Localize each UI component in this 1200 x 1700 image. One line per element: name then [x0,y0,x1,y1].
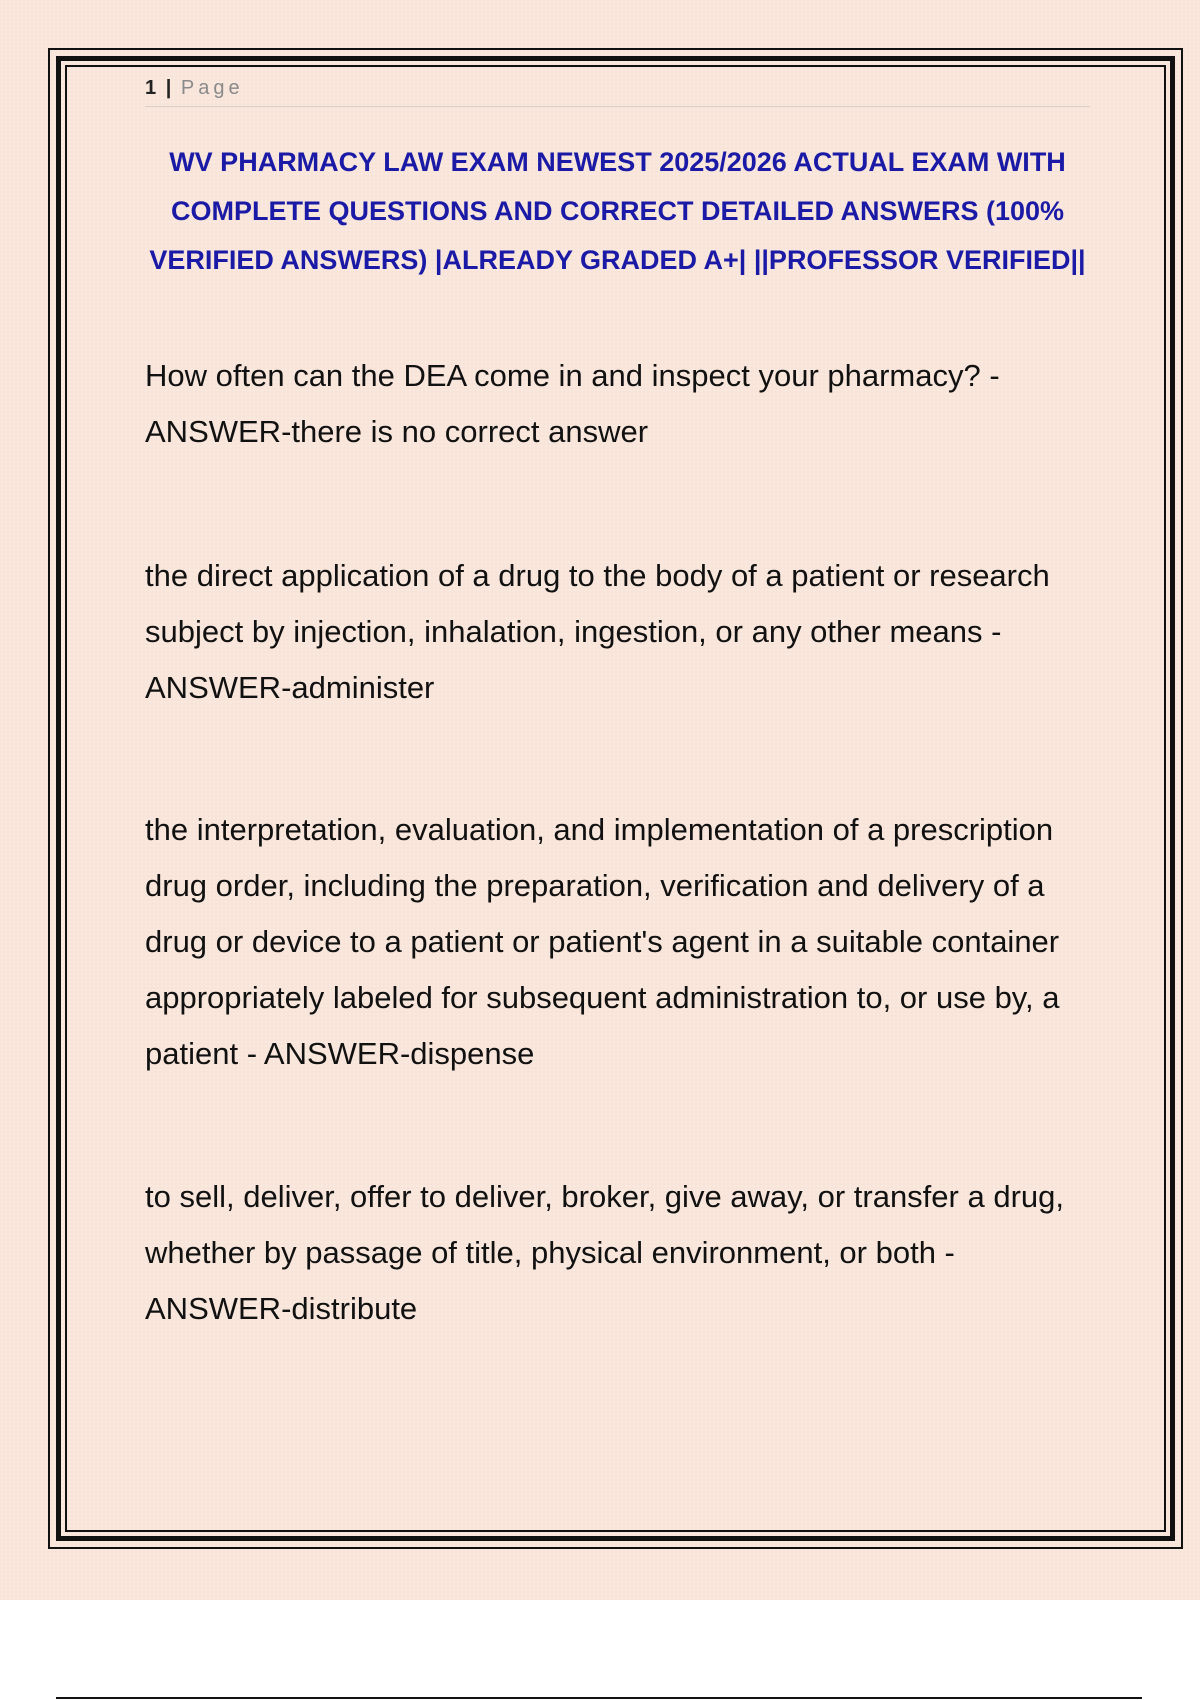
page-number: 1 [145,77,157,99]
page-header [145,74,1090,107]
qa-item-3: the interpretation, evaluation, and implementation of a prescription drug order, including the preparation, verification and delivery of a drug or device to a patient or patient's agent in a suitable container appropriately labeled for subsequent administration to, or use by, a patient - ANSWER-dispense [145,812,1060,1071]
qa-item-1: How often can the DEA come in and inspect your pharmacy? - ANSWER-there is no correct answer [145,358,1000,449]
bottom-rule [56,1697,1142,1699]
qa-item-2: the direct application of a drug to the body of a patient or research subject by injection, inhalation, ingestion, or any other means - ANSWER-administer [145,558,1050,705]
page-separator: | [165,77,172,99]
document-title: WV PHARMACY LAW EXAM NEWEST 2025/2026 ACTUAL EXAM WITH COMPLETE QUESTIONS AND CORRECT DETAILED ANSWERS (100% VERIFIED ANSWERS) |ALREADY GRADED A+| ||PROFESSOR VERIFIED|| [149,147,1086,275]
page-label: Page [180,77,244,99]
qa-item-4: to sell, deliver, offer to deliver, broker, give away, or transfer a drug, whether by passage of title, physical environment, or both - ANSWER-distribute [145,1179,1064,1326]
